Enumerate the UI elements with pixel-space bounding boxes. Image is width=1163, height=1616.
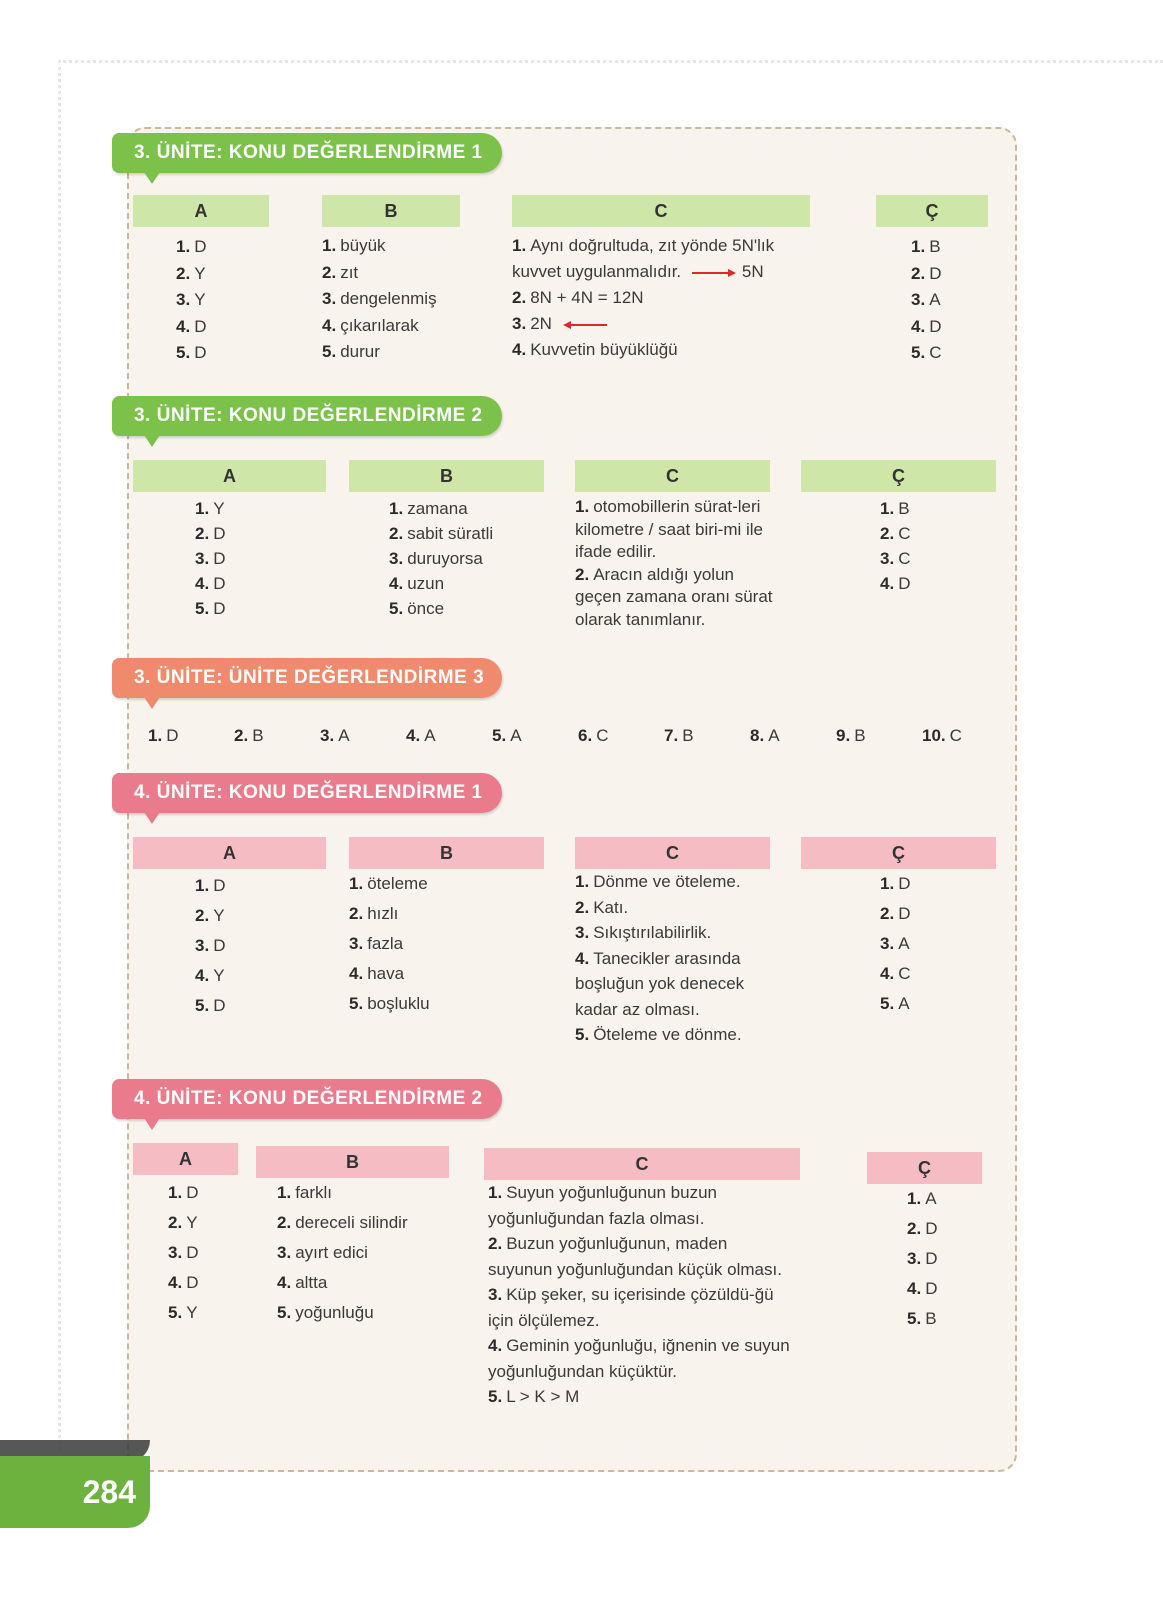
list-item: 3. fazla (349, 934, 404, 953)
list-item: 2. D (911, 263, 942, 283)
list-item: 1. Dönme ve öteleme. (575, 872, 741, 891)
list-item: 2. D (195, 524, 226, 543)
answer-item: 7. B (664, 726, 694, 745)
list-item: 2. Y (195, 906, 225, 925)
column-header-a: A (133, 837, 326, 869)
list-item: 1. Y (195, 499, 225, 518)
column-header-a: A (133, 460, 326, 492)
column-header-c: C (575, 460, 770, 492)
answer-item: 8. A (750, 726, 780, 745)
list-item: 2. C (880, 524, 911, 543)
list-item: 1. A (907, 1189, 937, 1208)
list-item: 4. D (880, 574, 911, 593)
list-item: kuvvet uygulanmalıdır. 5N (512, 262, 764, 281)
list-item: 3. A (911, 290, 941, 309)
answers-cc (880, 496, 910, 596)
list-item: 2. hızlı (349, 904, 399, 923)
list-item: 5. A (880, 994, 910, 1013)
list-item: 5. D (176, 343, 207, 362)
answers-cc (907, 1184, 937, 1334)
list-item: 3. D (195, 549, 226, 568)
list-item: 5. durur (322, 342, 380, 361)
list-item: 4. D (195, 574, 226, 593)
list-item: 1. Aynı doğrultuda, zıt yönde 5N'lık (512, 236, 775, 255)
answer-item: 9. B (836, 726, 866, 745)
answers-a (195, 496, 225, 621)
list-item: 1. D (195, 876, 226, 895)
list-item: 2. Aracın aldığı yolun geçen zamana oranı sürat olarak tanımlanır. (575, 564, 773, 629)
list-item: 4. uzun (389, 574, 445, 593)
answer-item: 4. A (406, 726, 436, 745)
column-header-b: B (256, 1146, 449, 1178)
column-header-c: C (575, 837, 770, 869)
list-item: 3. D (907, 1249, 938, 1268)
list-item: 4. C (880, 964, 911, 983)
section-title-3-3: 3. ÜNİTE: ÜNİTE DEĞERLENDİRME 3 (112, 658, 502, 698)
answer-item: 1. D (148, 726, 179, 745)
column-header-cc: Ç (876, 195, 988, 227)
list-item: 1. D (168, 1183, 199, 1202)
list-item: 3. A (880, 934, 910, 953)
list-item: 4. Y (195, 966, 225, 985)
left-arrow-icon (563, 320, 607, 330)
list-item: 2. Y (176, 263, 206, 283)
answers-a (176, 234, 206, 367)
column-header-cc: Ç (801, 837, 996, 869)
page-number: 284 (0, 1456, 150, 1528)
answers-c (488, 1180, 793, 1410)
list-item: 3. dengelenmiş (322, 289, 437, 308)
list-item: 5. B (907, 1309, 937, 1328)
list-item: 4. hava (349, 964, 405, 983)
list-item: 5. D (195, 599, 226, 618)
list-item: 2. D (880, 904, 911, 923)
answers-b (322, 233, 437, 366)
list-item: 3. 2N (512, 311, 822, 337)
list-item: 5. L > K > M (488, 1387, 580, 1406)
answers-a (168, 1178, 198, 1328)
section-title-3-2: 3. ÜNİTE: KONU DEĞERLENDİRME 2 (112, 396, 502, 436)
list-item: 2. dereceli silindir (277, 1213, 408, 1232)
column-header-b: B (322, 195, 460, 227)
answer-item: 5. A (492, 726, 522, 745)
list-item: 4. D (176, 316, 207, 336)
answers-b (349, 869, 430, 1019)
list-item: 5. yoğunluğu (277, 1303, 374, 1322)
list-item: 1. B (880, 499, 910, 518)
list-item: 3. D (168, 1243, 199, 1262)
list-item: 3. Y (176, 290, 206, 309)
list-item: 2. 8N + 4N = 12N (512, 288, 644, 307)
list-item: 5. D (195, 996, 226, 1015)
list-item: 4. çıkarılarak (322, 315, 419, 335)
list-item: 1. öteleme (349, 874, 428, 893)
list-item: 3. duruyorsa (389, 549, 483, 568)
list-item: 5. boşluklu (349, 994, 430, 1013)
list-item: 5. Y (168, 1303, 198, 1322)
column-header-c: C (512, 195, 810, 227)
list-item: 3. ayırt edici (277, 1243, 368, 1262)
list-item: 1. D (176, 237, 207, 256)
answer-item: 3. A (320, 726, 350, 745)
section-title-3-1: 3. ÜNİTE: KONU DEĞERLENDİRME 1 (112, 133, 502, 173)
list-item: 2. Y (168, 1213, 198, 1232)
list-item: 1. otomobillerin sürat-leri kilometre / saat biri-mi ile ifade edilir. (575, 497, 763, 561)
column-header-c: C (484, 1148, 800, 1180)
list-item: 1. büyük (322, 236, 386, 255)
list-item: 5. C (911, 343, 942, 362)
column-header-a: A (133, 195, 269, 227)
list-item: 3. Küp şeker, su içerisinde çözüldü-ğü için ölçülemez. (488, 1285, 774, 1330)
answers-c (512, 233, 822, 363)
answer-item: 2. B (234, 726, 264, 745)
answer-item: 6. C (578, 726, 609, 745)
list-item: 2. zıt (322, 262, 359, 282)
list-item: 1. D (880, 874, 911, 893)
section-title-4-2: 4. ÜNİTE: KONU DEĞERLENDİRME 2 (112, 1079, 502, 1119)
right-arrow-icon (692, 268, 736, 278)
answers-c (575, 496, 785, 631)
list-item: 3. Sıkıştırılabilirlik. (575, 923, 712, 942)
list-item: 2. Buzun yoğunluğunun, maden suyunun yoğunluğundan küçük olması. (488, 1234, 782, 1279)
section-title-4-1: 4. ÜNİTE: KONU DEĞERLENDİRME 1 (112, 773, 502, 813)
column-header-cc: Ç (867, 1152, 982, 1184)
list-item: 1. Suyun yoğunluğunun buzun yoğunluğundan fazla olması. (488, 1183, 717, 1228)
list-item: 4. D (168, 1273, 199, 1292)
list-item: 4. Kuvvetin büyüklüğü (512, 340, 678, 359)
list-item: 4. Tanecikler arasında boşluğun yok denecek kadar az olması. (575, 948, 745, 1019)
list-item: 2. Katı. (575, 897, 629, 917)
list-item: 2. D (907, 1219, 938, 1238)
list-item: 5. önce (389, 599, 445, 618)
list-item: 5. Öteleme ve dönme. (575, 1025, 742, 1044)
answers-b (277, 1178, 408, 1328)
column-header-b: B (349, 837, 544, 869)
list-item: 3. D (195, 936, 226, 955)
column-header-cc: Ç (801, 460, 996, 492)
list-item: 2. sabit süratli (389, 524, 494, 543)
list-item: 4. Geminin yoğunluğu, iğnenin ve suyun yoğunluğundan küçüktür. (488, 1336, 790, 1381)
list-item: 1. farklı (277, 1183, 333, 1202)
answers-b (389, 496, 493, 621)
column-header-a: A (133, 1143, 238, 1175)
answers-cc (880, 869, 910, 1019)
column-header-b: B (349, 460, 544, 492)
list-item: 4. D (907, 1279, 938, 1298)
list-item: 4. D (911, 316, 942, 336)
answer-item: 10. C (922, 726, 962, 745)
list-item: 1. B (911, 237, 941, 256)
answers-cc (911, 234, 941, 367)
list-item: 1. zamana (389, 499, 468, 518)
answers-a (195, 871, 225, 1021)
list-item: 4. altta (277, 1273, 328, 1292)
list-item: 3. C (880, 549, 911, 568)
answers-c (575, 869, 780, 1048)
